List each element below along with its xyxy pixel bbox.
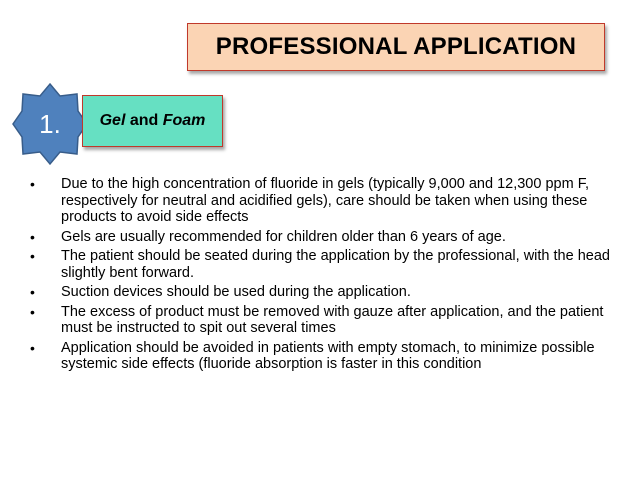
number-badge (11, 82, 89, 166)
bullet-item (30, 229, 610, 246)
bullet-item (30, 304, 610, 337)
subtitle-box (82, 95, 223, 147)
bullet-item (30, 176, 610, 226)
bullet-item (30, 340, 610, 373)
bullet-dot: • (30, 339, 35, 356)
bullet-item (30, 248, 610, 281)
bullet-list (30, 176, 610, 376)
bullet-dot: • (30, 303, 35, 320)
bullet-dot: • (30, 228, 35, 245)
bullet-text: Due to the high concentration of fluoride in gels (typically 9,000 and 12,300 ppm F, respectively for neutral and acidified gels), care should be taken when using these products to avoid side effects (61, 176, 589, 225)
subtitle-foam: Foam (162, 112, 206, 129)
bullet-dot: • (30, 248, 35, 264)
bullet-dot: • (30, 284, 35, 300)
slide-title: PROFESSIONAL APPLICATION (215, 33, 577, 60)
bullet-text: Application should be avoided in patients with empty stomach, to minimize possible systemic side effects (fluoride absorption is faster in this condition (61, 339, 595, 372)
slide-title-box (187, 23, 605, 71)
bullet-text: Suction devices should be used during the application. (61, 284, 411, 300)
bullet-text: Gels are usually recommended for children older than 6 years of age. (61, 228, 506, 245)
bullet-text: The patient should be seated during the application by the professional, with the head slightly bent forward. (61, 248, 610, 281)
bullet-dot: • (30, 176, 35, 192)
bullet-item (30, 284, 610, 301)
subtitle-gel: Gel (99, 112, 126, 129)
bullet-text: The excess of product must be removed with gauze after application, and the patient must be instructed to spit out several times (61, 303, 604, 336)
subtitle-and: and (125, 112, 163, 129)
badge-number: 1. (39, 108, 61, 139)
